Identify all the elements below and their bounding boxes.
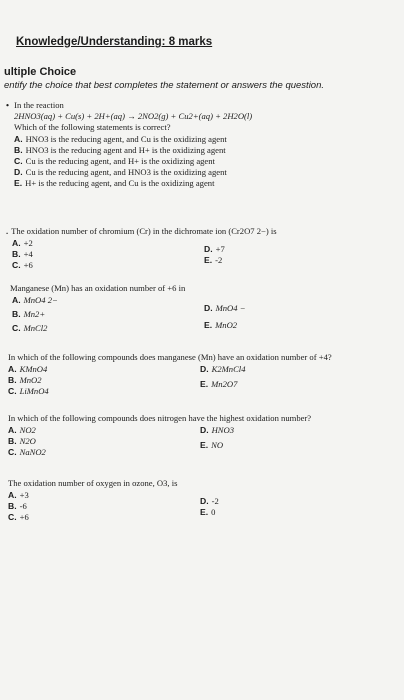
question-2-option-c[interactable]: C. +6 bbox=[12, 260, 33, 271]
question-3-option-c[interactable]: C. MnCl2 bbox=[12, 323, 48, 334]
question-4-option-e[interactable]: E. Mn2O7 bbox=[200, 379, 238, 390]
question-4-option-a[interactable]: A. KMnO4 bbox=[8, 364, 48, 374]
question-2-option-d[interactable]: D. +7 bbox=[204, 244, 225, 254]
question-3 bbox=[6, 283, 398, 343]
question-4 bbox=[6, 352, 398, 402]
question-4-stem: In which of the following compounds does manganese (Mn) have an oxidation number of +4? bbox=[8, 352, 332, 362]
question-1-option-c[interactable]: C. Cu is the reducing agent, and H+ is the oxidizing agent bbox=[14, 155, 215, 166]
question-3-option-b[interactable]: B. Mn2+ bbox=[12, 309, 46, 320]
question-2-option-a[interactable]: A. +2 bbox=[12, 238, 33, 248]
question-5-option-b[interactable]: B. N2O bbox=[8, 436, 36, 447]
question-5-stem: In which of the following compounds does nitrogen have the highest oxidation number? bbox=[8, 413, 312, 423]
question-5-option-a[interactable]: A. NO2 bbox=[8, 425, 36, 435]
question-2: . The oxidation number of chromium (Cr) in the dichromate ion (Cr2O7 2−) is A. +2 B. +4 C. +6 D. +7 E. -2 bbox=[6, 226, 277, 271]
question-3-stem: Manganese (Mn) has an oxidation number of +6 in bbox=[10, 283, 186, 293]
question-1-stem: Which of the following statements is correct? bbox=[14, 122, 171, 133]
question-6-option-c[interactable]: C. +6 bbox=[8, 512, 29, 523]
question-2-option-b[interactable]: B. +4 bbox=[12, 249, 33, 260]
question-4-option-d[interactable]: D. K2MnCl4 bbox=[200, 364, 246, 374]
question-1-option-a[interactable]: A. HNO3 is the reducing agent, and Cu is the oxidizing agent bbox=[14, 133, 227, 144]
question-1-equation: 2HNO3(aq) + Cu(s) + 2H+(aq) → 2NO2(g) + Cu2+(aq) + 2H2O(l) bbox=[14, 111, 253, 122]
question-1-option-b[interactable]: B. HNO3 is the reducing agent and H+ is the oxidizing agent bbox=[14, 144, 226, 155]
question-5 bbox=[6, 413, 398, 465]
question-6-option-e[interactable]: E. 0 bbox=[200, 507, 216, 518]
question-6 bbox=[6, 478, 398, 538]
page-title: Knowledge/Understanding: 8 marks bbox=[16, 36, 213, 48]
question-6-option-a[interactable]: A. +3 bbox=[8, 490, 29, 500]
question-6-option-b[interactable]: B. -6 bbox=[8, 501, 27, 512]
question-6-stem: The oxidation number of oxygen in ozone, O3, is bbox=[8, 478, 178, 488]
question-bullet: • bbox=[6, 100, 10, 110]
question-1 bbox=[6, 100, 398, 189]
question-3-option-d[interactable]: D. MnO4 − bbox=[204, 303, 246, 313]
section-instruction: entify the choice that best completes the statement or answers the question. bbox=[4, 80, 325, 91]
question-1-intro: In the reaction bbox=[14, 100, 64, 110]
section-title: ultiple Choice bbox=[4, 66, 77, 78]
question-5-option-e[interactable]: E. NO bbox=[200, 440, 224, 451]
question-5-option-d[interactable]: D. HNO3 bbox=[200, 425, 235, 435]
question-3-option-a[interactable]: A. MnO4 2− bbox=[12, 295, 58, 305]
question-3-option-e[interactable]: E. MnO2 bbox=[204, 320, 238, 331]
question-6-option-d[interactable]: D. -2 bbox=[200, 496, 219, 506]
question-4-option-c[interactable]: C. LiMnO4 bbox=[8, 386, 49, 397]
question-2-stem: The oxidation number of chromium (Cr) in the dichromate ion (Cr2O7 2−) is bbox=[11, 226, 277, 236]
question-4-option-b[interactable]: B. MnO2 bbox=[8, 375, 42, 386]
question-1-option-d[interactable]: D. Cu is the reducing agent, and HNO3 is the oxidizing agent bbox=[14, 167, 227, 178]
question-5-option-c[interactable]: C. NaNO2 bbox=[8, 447, 46, 458]
question-2-option-e[interactable]: E. -2 bbox=[204, 255, 223, 266]
question-1-option-e[interactable]: E. H+ is the reducing agent, and Cu is the oxidizing agent bbox=[14, 178, 215, 189]
